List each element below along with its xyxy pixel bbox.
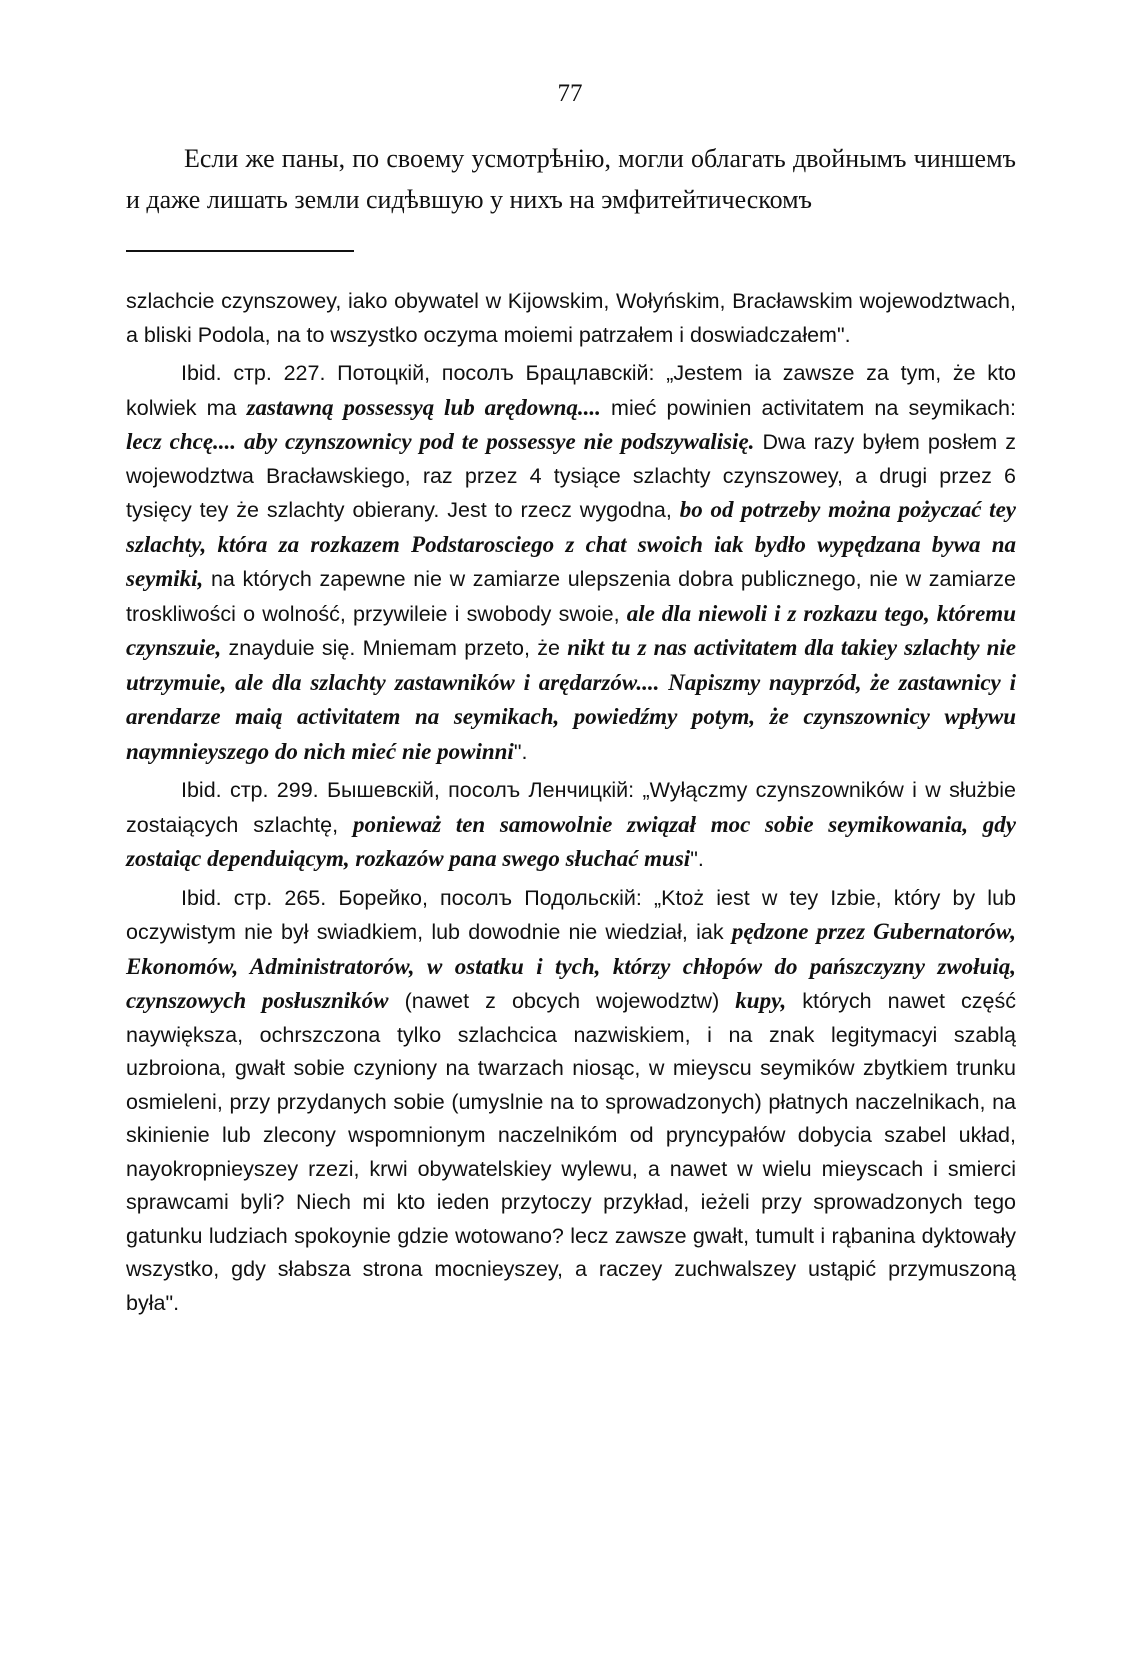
- footnote-segment: których nawet część naywiększa, ochrszczona tylko szlachcica nazwiskiem, i na znak legitymacyi szablą uzbroiona, gwałt sobie czyniony na twarzach niosąc, w mieyscu seymików zbytkiem trunku osmieleni, przy przydanych sobie (umyslnie na to sprowadzonych) płatnych naczelnikach, na skinienie lub zlecony wspomnionym naczelnikóm od pryncypałów dobycia szabel układ, nayokropnieyszey rzezi, krwi obywatelskiey wylewu, a nawet w wielu mieyscach i smierci sprawcami byli? Niech mi kto ieden przytoczy przykład, ieżeli przy sprowadzonych tego gatunku ludziach spokoynie gdzie wotowano? lecz zawsze gwałt, tumult i rąbanina dyktowały wszystko, gdy słabsza strona mocnieyszey, a raczey zuchwalszey ustąpić przymuszoną była".: [126, 989, 1017, 1315]
- footnote-segment-italic: nikt tu z nas activitatem dla takiey szlachty nie utrzymuie, ale dla szlachty zastawników i arędarzów.... Napiszmy nayprzód, że zastawnicy i arendarze maią activitatem na seymikach, powiedźmy potym, że czynszownicy wpływu naymnieyszego do nich mieć nie powinni: [126, 635, 1016, 764]
- footnote-segment: mieć powinien activitatem na seymikach:: [600, 395, 1016, 420]
- footnote-separator: [126, 250, 354, 252]
- footnote-entry: [126, 774, 1016, 877]
- footnote-segment-italic: bo od potrzeby można pożyczać tey szlachty, która za rozkazem Podstarosciego z chat swoich iak bydło wypędzana bywa na seymiki,: [126, 497, 1016, 591]
- footnote-entry: [126, 882, 1016, 1321]
- footnote-segment-italic: pędzone przez Gubernatorów, Ekonomów, Administratorów, w ostatku i tych, którzy chłopów do pańszczyzny zwołuią, czynszowych posłuszników: [126, 919, 1017, 1013]
- footnote-segment: Dwa razy byłem posłem z wojewodztwa Bracławskiego, raz przez 4 tysiące szlachty czynszowey, a drugi przez 6 tysięcy tey że szlachty obierany. Jest to rzecz wygodna,: [126, 430, 1016, 522]
- footnote-segment: Ibid. стр. 227. Потоцкій, посолъ Брацлавскій: „Jestem ia zawsze za tym, że kto kolwiek ma: [126, 361, 1016, 420]
- main-paragraph: Если же паны, по своему усмотрѣнію, могли облагать двойнымъ чиншемъ и даже лишать земли сидѣвшую у нихъ на эмфитейтическомъ: [126, 144, 1016, 214]
- footnote-segment-italic: zastawną possessyą lub arędowną....: [246, 394, 601, 420]
- footnote-segment-italic: lecz chcę.... aby czynszownicy pod te possessye nie podszywalisię.: [126, 429, 755, 454]
- footnote-segment: (nawet z obcych wojewodztw): [388, 989, 736, 1013]
- page-number: 77: [557, 80, 583, 107]
- footnote-segment: Ibid. стр. 265. Борейко, посолъ Подольскій: „Ktoż iest w tey Izbie, który by lub oczywistym nie był swiadkiem, lub dowodnie nie wiedział, iak: [126, 885, 1016, 944]
- footnote-segment-italic: kupy,: [735, 988, 787, 1013]
- footnote-segment: na których zapewne nie w zamiarze ulepszenia dobra publicznego, nie w zamiarze troskliwości o wolność, przywileie i swobody swoie,: [126, 567, 1016, 626]
- main-text: [126, 138, 1016, 220]
- footnote-entry: [126, 357, 1016, 769]
- footnote-segment: szlachcie czynszowey, iako obywatel w Kijowskim, Wołyńskim, Bracławskim wojewodztwach, a bliski Podola, na to wszystko oczyma moiemi patrzałem i doswiadczałem".: [126, 289, 1016, 347]
- footnote-segment: Ibid. стр. 299. Бышевскій, посолъ Ленчицкій: „Wyłączmy czynszowników i w służbie zostaiących szlachtę,: [126, 778, 1016, 837]
- footnote-segment: ".: [690, 847, 704, 871]
- footnote-segment-italic: ale dla niewoli i z rozkazu tego, któremu czynszuie,: [126, 600, 1016, 660]
- footnotes: [126, 285, 1016, 1320]
- footnote-segment: znayduie się. Mniemam przeto, że: [221, 636, 568, 660]
- footnote-continuation: [126, 285, 1016, 352]
- footnote-segment: ".: [513, 739, 528, 764]
- footnote-segment-italic: ponieważ ten samowolnie związał moc sobie seymikowania, gdy zostaiąc dependuiącym, rozkazów pana swego słuchać musi: [126, 811, 1016, 871]
